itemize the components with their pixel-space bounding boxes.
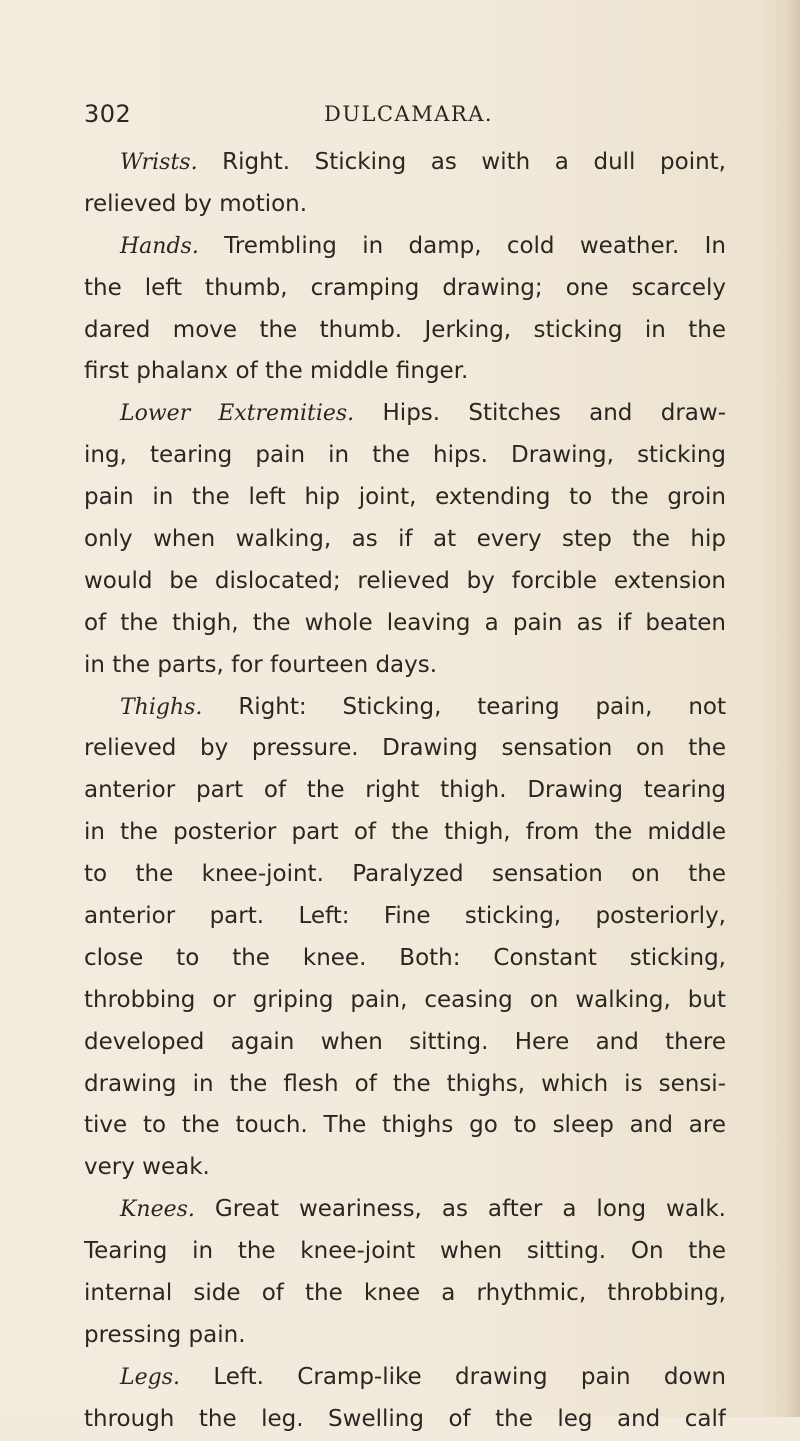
text-line: the left thumb, cramping drawing; one scarcely [84,274,726,301]
text-line: ing, tearing pain in the hips. Drawing, sticking [84,442,726,469]
text-line: developed again when sitting. Here and there [84,1028,726,1055]
text-line: close to the knee. Both: Constant sticking, [84,944,726,971]
text-line: drawing in the flesh of the thighs, which is sensi- [84,1070,726,1097]
page-edge-shadow [786,0,800,1417]
text-line: anterior part. Left: Fine sticking, posteriorly, [84,903,726,930]
text-line: Legs. Left. Cramp-like drawing pain down [120,1363,726,1390]
text-line: relieved by pressure. Drawing sensation on the [84,735,726,762]
text-line: in the parts, for fourteen days. [84,651,438,678]
section-heading-thighs: Thighs. [120,694,203,720]
text-line: pressing pain. [84,1321,246,1348]
text-line: of the thigh, the whole leaving a pain as if beaten [84,609,726,636]
text-line: Wrists. Right. Sticking as with a dull point, [120,149,726,175]
text-line: Hands. Trembling in damp, cold weather. In [120,232,726,259]
body-text [84,142,726,1441]
page-header [84,100,724,140]
page-number: 302 [84,100,132,128]
text-line: Lower Extremities. Hips. Stitches and draw- [120,400,726,427]
text-line: in the posterior part of the thigh, from the middle [84,819,726,846]
text-line: Tearing in the knee-joint when sitting. On the [84,1238,726,1265]
text-line: tive to the touch. The thighs go to sleep and are [84,1112,726,1139]
text-line: throbbing or griping pain, ceasing on walking, but [84,986,726,1013]
text-line: would be dislocated; relieved by forcible extension [84,567,726,594]
section-heading-knees: Knees. [120,1197,195,1223]
text-line: to the knee-joint. Paralyzed sensation on the [84,861,726,888]
running-head: DULCAMARA. [324,102,494,126]
text-line: first phalanx of the middle finger. [84,358,469,385]
text-line: Knees. Great weariness, as after a long walk. [120,1196,726,1223]
section-heading-wrists: Wrists. [120,150,198,175]
text-line: very weak. [84,1154,210,1181]
text-line: only when walking, as if at every step the hip [84,526,726,553]
text-line: anterior part of the right thigh. Drawing tearing [84,777,726,804]
text-line: internal side of the knee a rhythmic, throbbing, [84,1280,726,1307]
text-line: pain in the left hip joint, extending to the groin [84,484,726,511]
text-line: relieved by motion. [84,190,308,217]
section-heading-hands: Hands. [120,233,199,259]
text-line: through the leg. Swelling of the leg and calf [84,1405,726,1432]
section-heading-lower-extremities: Lower Extremities. [120,401,355,427]
text-line: dared move the thumb. Jerking, sticking in the [84,316,726,343]
section-heading-legs: Legs. [120,1364,180,1390]
text-line: Thighs. Right: Sticking, tearing pain, not [120,693,726,720]
